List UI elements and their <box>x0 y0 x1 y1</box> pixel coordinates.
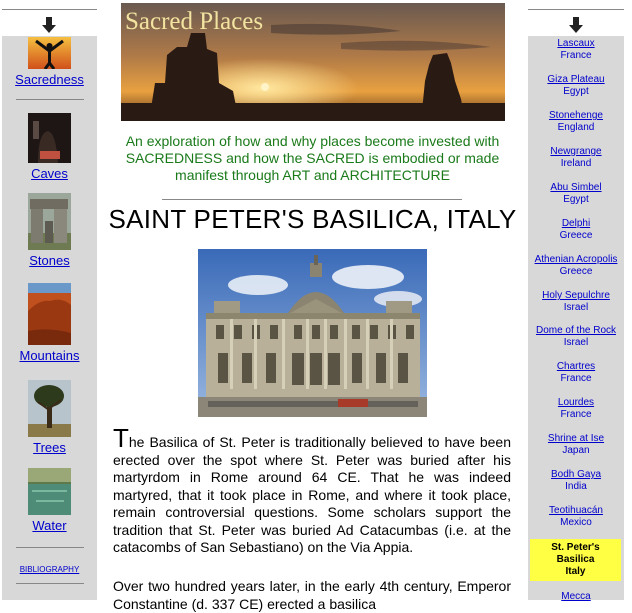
site-name[interactable]: Stonehenge <box>549 110 603 121</box>
site-location: Greece <box>559 230 593 241</box>
intro-paragraph <box>113 423 511 557</box>
current-site-line2: Basilica <box>556 554 595 565</box>
site-name[interactable]: Delphi <box>561 218 591 229</box>
site-name[interactable]: Shrine at Ise <box>547 433 605 444</box>
site-name[interactable]: Dome of the Rock <box>535 325 617 336</box>
site-link-lourdes[interactable] <box>528 397 624 421</box>
site-link-abu-simbel[interactable] <box>528 182 624 206</box>
nav-link-caves[interactable]: Caves <box>31 166 68 181</box>
drop-cap: T <box>113 423 129 453</box>
water-thumbnail[interactable] <box>28 468 71 515</box>
current-site-line1: St. Peter's <box>551 542 600 553</box>
current-site-location: Italy <box>565 566 586 577</box>
site-location: Egypt <box>563 86 589 97</box>
left-separator <box>16 99 84 100</box>
caves-thumbnail[interactable] <box>28 113 71 163</box>
sacred-places-banner <box>121 3 505 121</box>
intro-paragraph-text: he Basilica of St. Peter is traditionally believed to have been erected over the spot where St. Peter was buried after his martyrdom in Rome around 64 CE. That he was indeed martyred, that it took place in Rome, and where it took place, remain controversial questions. Some scholars support the tradition that St. Peter was buried Ad Catacumbas (i.e. at the catacombs of San Sebastiano) on the Via Appia. <box>113 434 511 555</box>
site-link-athenian-acropolis[interactable] <box>528 254 624 278</box>
right-top-rule <box>528 9 624 10</box>
site-link-chartres[interactable] <box>528 361 624 385</box>
basilica-photo <box>198 249 427 417</box>
site-link-bodh-gaya[interactable] <box>528 469 624 493</box>
site-location: France <box>560 409 592 420</box>
sacredness-thumbnail[interactable] <box>28 37 71 69</box>
page-title: SAINT PETER'S BASILICA, ITALY <box>108 204 517 234</box>
site-link-giza[interactable] <box>528 74 624 98</box>
right-sidebar <box>528 0 624 600</box>
banner-title: Sacred Places <box>125 8 264 35</box>
left-nav-bibliography[interactable] <box>2 559 97 577</box>
trees-thumbnail[interactable] <box>28 380 71 437</box>
site-name[interactable]: Bodh Gaya <box>550 469 602 480</box>
site-tagline: An exploration of how and why places become invested with SACREDNESS and how the SACRED is embodied or made manifest through ART and ARCHITECTURE <box>125 133 500 183</box>
site-link-newgrange[interactable] <box>528 146 624 170</box>
nav-link-water[interactable]: Water <box>32 518 67 533</box>
site-name[interactable]: Newgrange <box>550 146 602 157</box>
site-location: France <box>560 373 592 384</box>
left-arrow-area <box>2 0 97 36</box>
site-current-st-peters <box>530 539 621 581</box>
second-paragraph: Over two hundred years later, in the early 4th century, Emperor Constantine (d. 337 CE) erected a basilica <box>113 578 511 612</box>
site-name[interactable]: Holy Sepulchre <box>542 290 610 301</box>
left-sidebar <box>2 0 97 600</box>
left-nav-stones[interactable] <box>2 193 97 270</box>
site-link-stonehenge[interactable] <box>528 110 624 134</box>
site-location: Mexico <box>560 517 592 528</box>
site-link-mecca[interactable] <box>528 591 624 603</box>
site-link-dome-of-the-rock[interactable] <box>528 325 624 349</box>
site-location: Ireland <box>560 158 592 169</box>
nav-link-sacredness[interactable]: Sacredness <box>15 72 84 87</box>
title-rule <box>162 199 462 200</box>
left-nav-mountains[interactable] <box>2 283 97 365</box>
site-name[interactable]: Chartres <box>556 361 596 372</box>
left-nav-water[interactable] <box>2 468 97 535</box>
left-top-rule <box>2 9 97 10</box>
site-link-holy-sepulchre[interactable] <box>528 290 624 314</box>
down-arrow-icon[interactable] <box>569 17 583 33</box>
left-separator <box>16 547 84 548</box>
site-name[interactable]: Abu Simbel <box>550 182 602 193</box>
site-location: Egypt <box>563 194 589 205</box>
site-location: Israel <box>563 337 589 348</box>
site-name[interactable]: Lascaux <box>557 38 595 49</box>
nav-link-mountains[interactable]: Mountains <box>19 348 80 363</box>
site-location: Japan <box>562 445 590 456</box>
left-nav-trees[interactable] <box>2 380 97 457</box>
down-arrow-icon[interactable] <box>42 17 56 33</box>
site-name[interactable]: Athenian Acropolis <box>534 254 618 265</box>
nav-link-trees[interactable]: Trees <box>33 440 66 455</box>
left-nav-sacredness[interactable] <box>2 37 97 89</box>
site-name[interactable]: Lourdes <box>557 397 595 408</box>
left-nav-caves[interactable] <box>2 113 97 183</box>
site-link-teotihuacan[interactable] <box>528 505 624 529</box>
site-name[interactable]: Mecca <box>561 591 591 602</box>
nav-link-stones[interactable]: Stones <box>29 253 70 268</box>
site-location: India <box>565 481 587 492</box>
site-link-lascaux[interactable] <box>528 38 624 62</box>
site-link-shrine-at-ise[interactable] <box>528 433 624 457</box>
mountains-thumbnail[interactable] <box>28 283 71 345</box>
stones-thumbnail[interactable] <box>28 193 71 250</box>
left-separator <box>16 583 84 584</box>
site-link-delphi[interactable] <box>528 218 624 242</box>
nav-link-bibliography[interactable]: BIBLIOGRAPHY <box>19 565 80 574</box>
site-location: Greece <box>559 266 593 277</box>
site-location: Israel <box>563 302 589 313</box>
site-location: France <box>560 50 592 61</box>
site-location: England <box>557 122 595 133</box>
right-arrow-area <box>528 0 624 36</box>
site-name[interactable]: Giza Plateau <box>547 74 605 85</box>
site-name[interactable]: Teotihuacán <box>549 505 603 516</box>
